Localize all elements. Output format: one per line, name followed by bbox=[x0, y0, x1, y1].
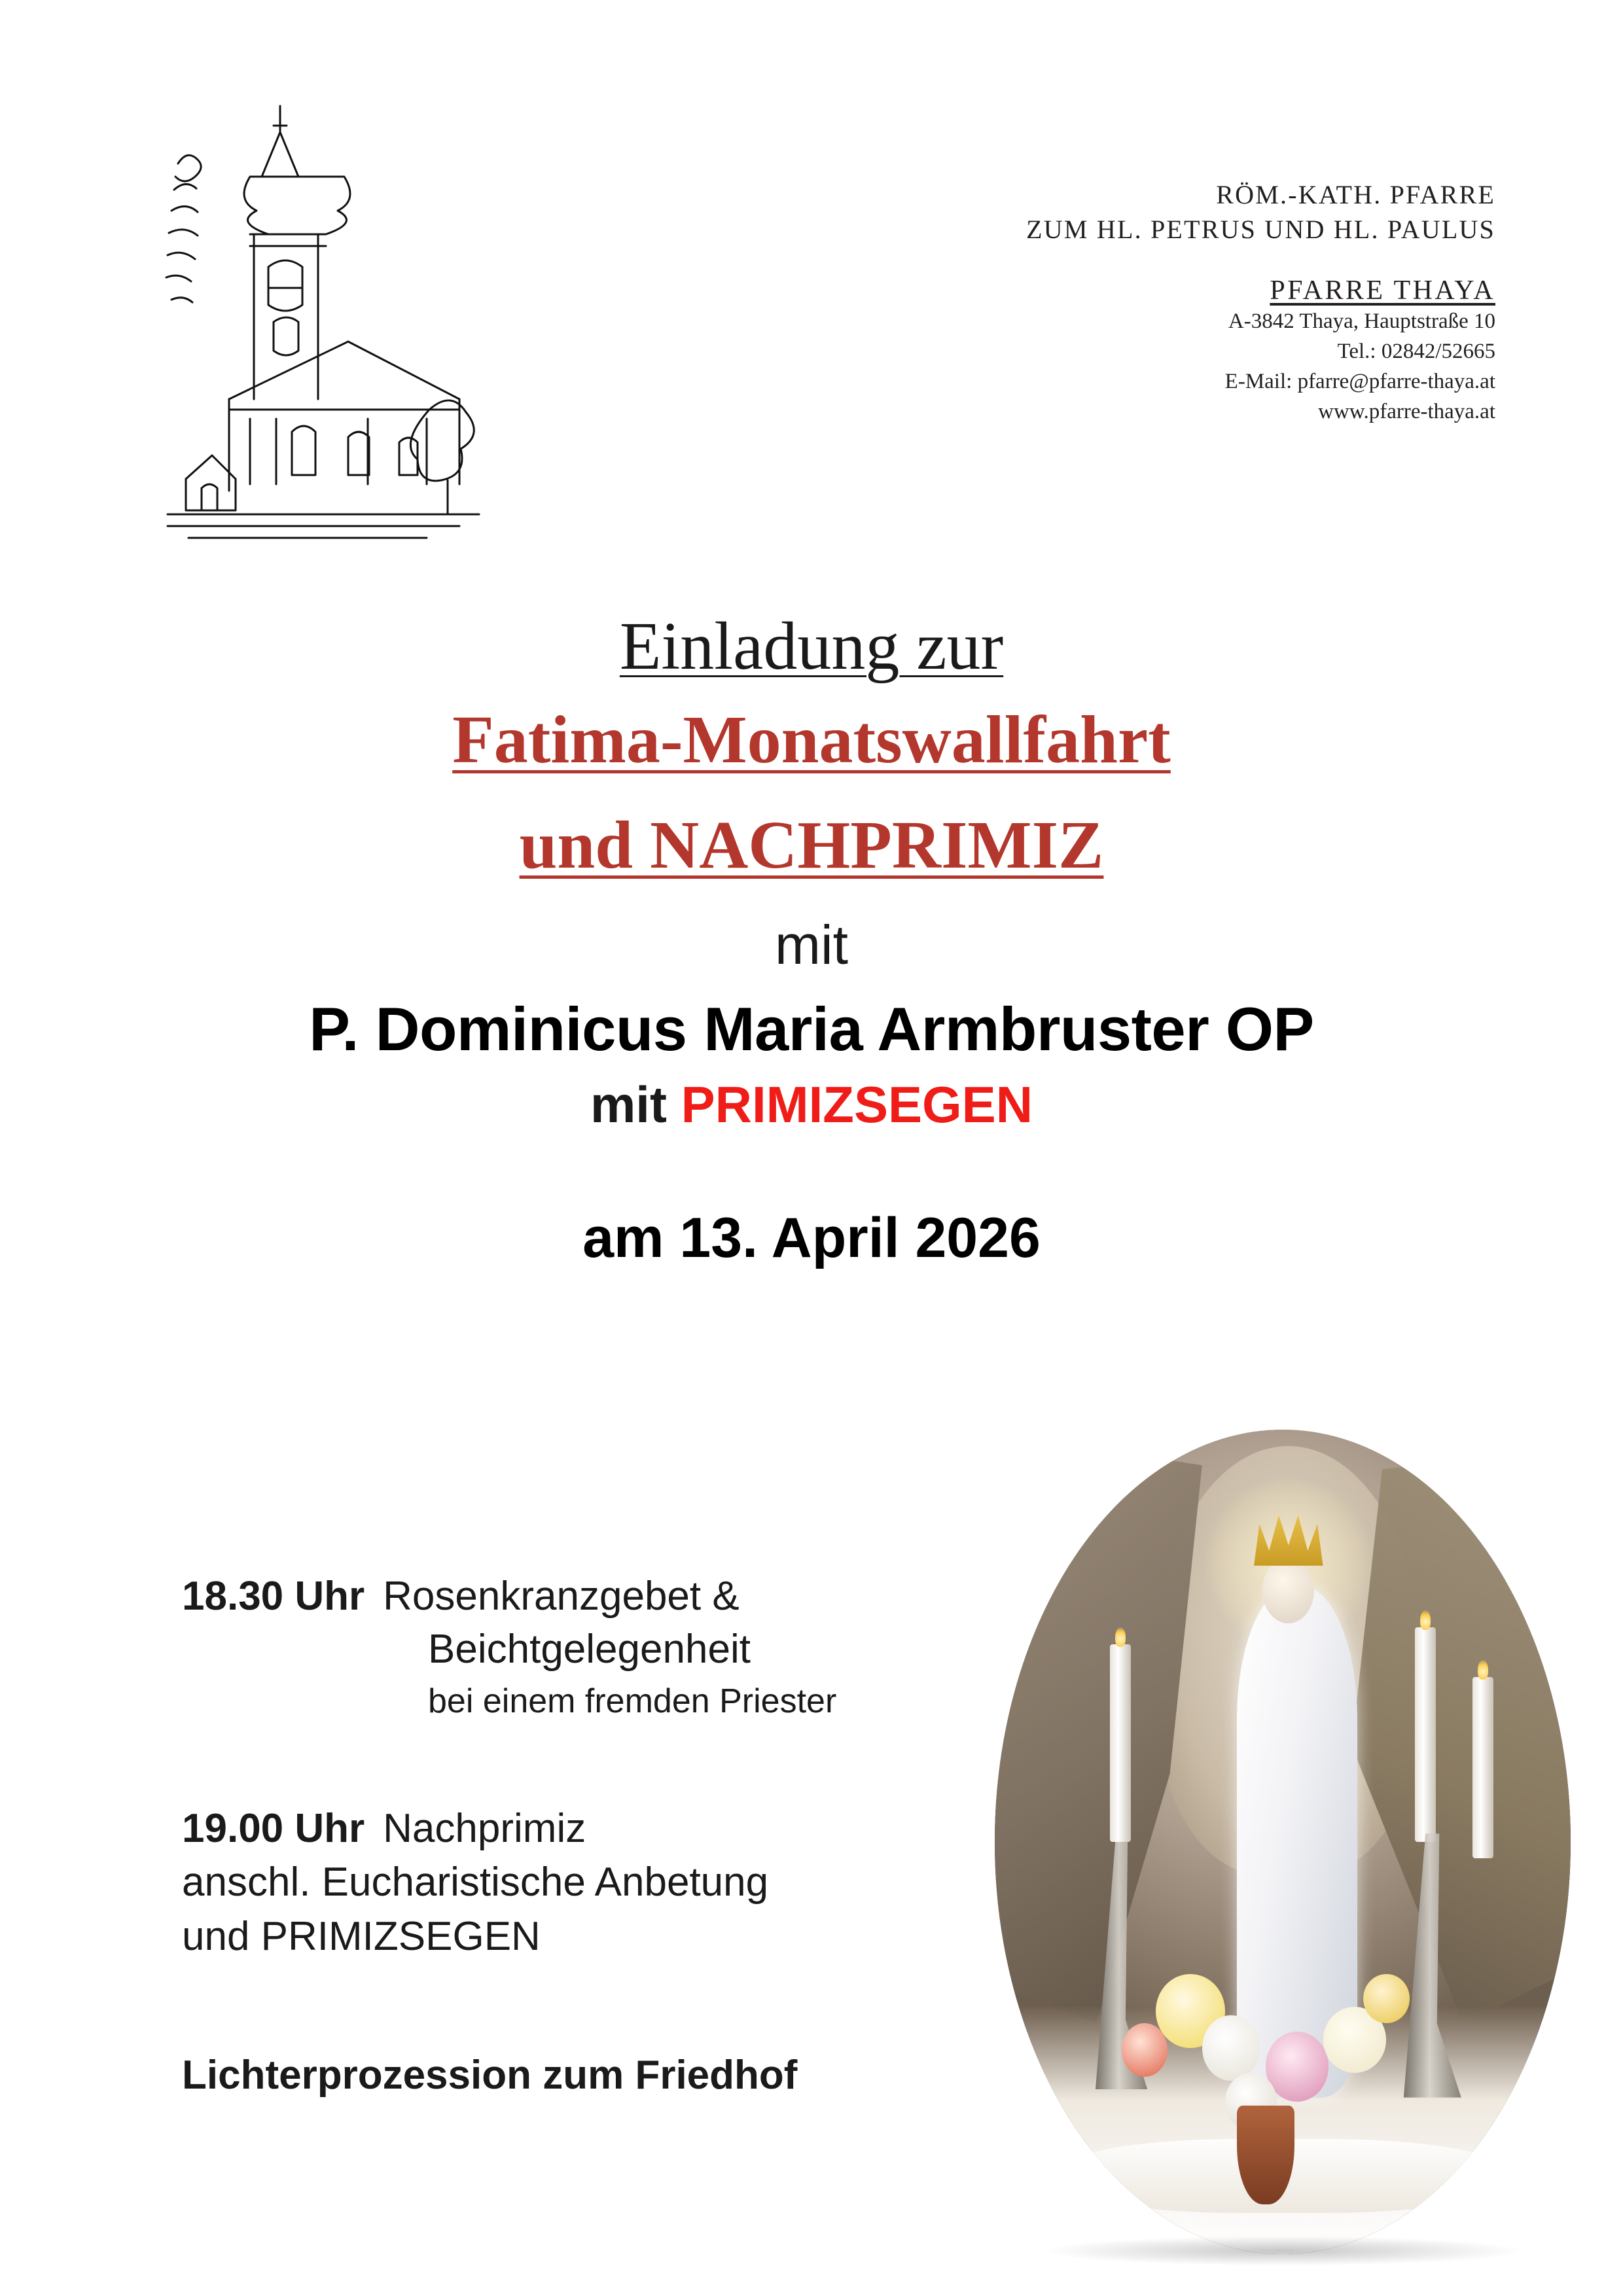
schedule-text-2c: und PRIMIZSEGEN bbox=[182, 1914, 541, 1960]
schedule-time-1: 18.30 Uhr bbox=[182, 1574, 365, 1619]
madonna-head bbox=[1262, 1557, 1314, 1623]
schedule-note-1: bei einem fremden Priester bbox=[428, 1682, 837, 1721]
candle-icon bbox=[1415, 1627, 1436, 1842]
invitation-with-label: mit bbox=[775, 913, 848, 976]
schedule-text-1b: Beichtgelegenheit bbox=[428, 1626, 751, 1672]
candle-icon bbox=[1472, 1677, 1493, 1858]
blessing-accent: PRIMIZSEGEN bbox=[681, 1076, 1033, 1134]
parish-website: www.pfarre-thaya.at bbox=[1318, 400, 1495, 424]
blessing-prefix: mit bbox=[590, 1076, 681, 1134]
procession-text: Lichterprozession zum Friedhof bbox=[182, 2052, 798, 2098]
flower-icon bbox=[1202, 2015, 1260, 2081]
invitation-block bbox=[0, 609, 1623, 1269]
invitation-heading-3: und NACHPRIMIZ bbox=[519, 807, 1104, 883]
parish-name: PFARRE THAYA bbox=[1270, 275, 1495, 306]
flower-icon bbox=[1363, 1974, 1409, 2024]
schedule-row-2 bbox=[182, 1803, 1020, 1856]
schedule-block bbox=[182, 1570, 1020, 2102]
candle-icon bbox=[1110, 1644, 1131, 1842]
photo-oval-frame bbox=[995, 1430, 1571, 2254]
document-header bbox=[0, 0, 1623, 576]
parish-title-line1: RÖM.-KATH. PFARRE bbox=[1216, 180, 1495, 209]
event-date: am 13. April 2026 bbox=[582, 1206, 1041, 1269]
blessing-line bbox=[0, 1076, 1623, 1133]
invitation-heading-2: Fatima-Monatswallfahrt bbox=[452, 702, 1171, 778]
schedule-spacer bbox=[182, 1724, 1020, 1803]
vase-icon bbox=[1237, 2106, 1294, 2204]
photo-shadow bbox=[1041, 2236, 1524, 2266]
schedule-text-2: Nachprimiz bbox=[383, 1805, 586, 1851]
celebrant-name: P. Dominicus Maria Armbruster OP bbox=[309, 994, 1314, 1063]
schedule-row-1 bbox=[182, 1570, 1020, 1623]
parish-contact-block bbox=[710, 178, 1495, 427]
fatima-statue-photo bbox=[995, 1430, 1571, 2254]
invitation-heading-1: Einladung zur bbox=[619, 609, 1004, 684]
parish-email: E-Mail: pfarre@pfarre-thaya.at bbox=[1224, 369, 1495, 393]
schedule-text-2b: anschl. Eucharistische Anbetung bbox=[182, 1860, 769, 1905]
parish-title-line2: ZUM HL. PETRUS UND HL. PAULUS bbox=[1026, 214, 1495, 244]
parish-address: A-3842 Thaya, Hauptstraße 10 bbox=[1228, 309, 1495, 333]
schedule-text-1: Rosenkranzgebet & bbox=[383, 1574, 740, 1619]
flower-icon bbox=[1122, 2023, 1168, 2077]
parish-phone: Tel.: 02842/52665 bbox=[1337, 339, 1495, 363]
schedule-time-2: 19.00 Uhr bbox=[182, 1805, 365, 1851]
church-logo-icon bbox=[152, 92, 492, 550]
